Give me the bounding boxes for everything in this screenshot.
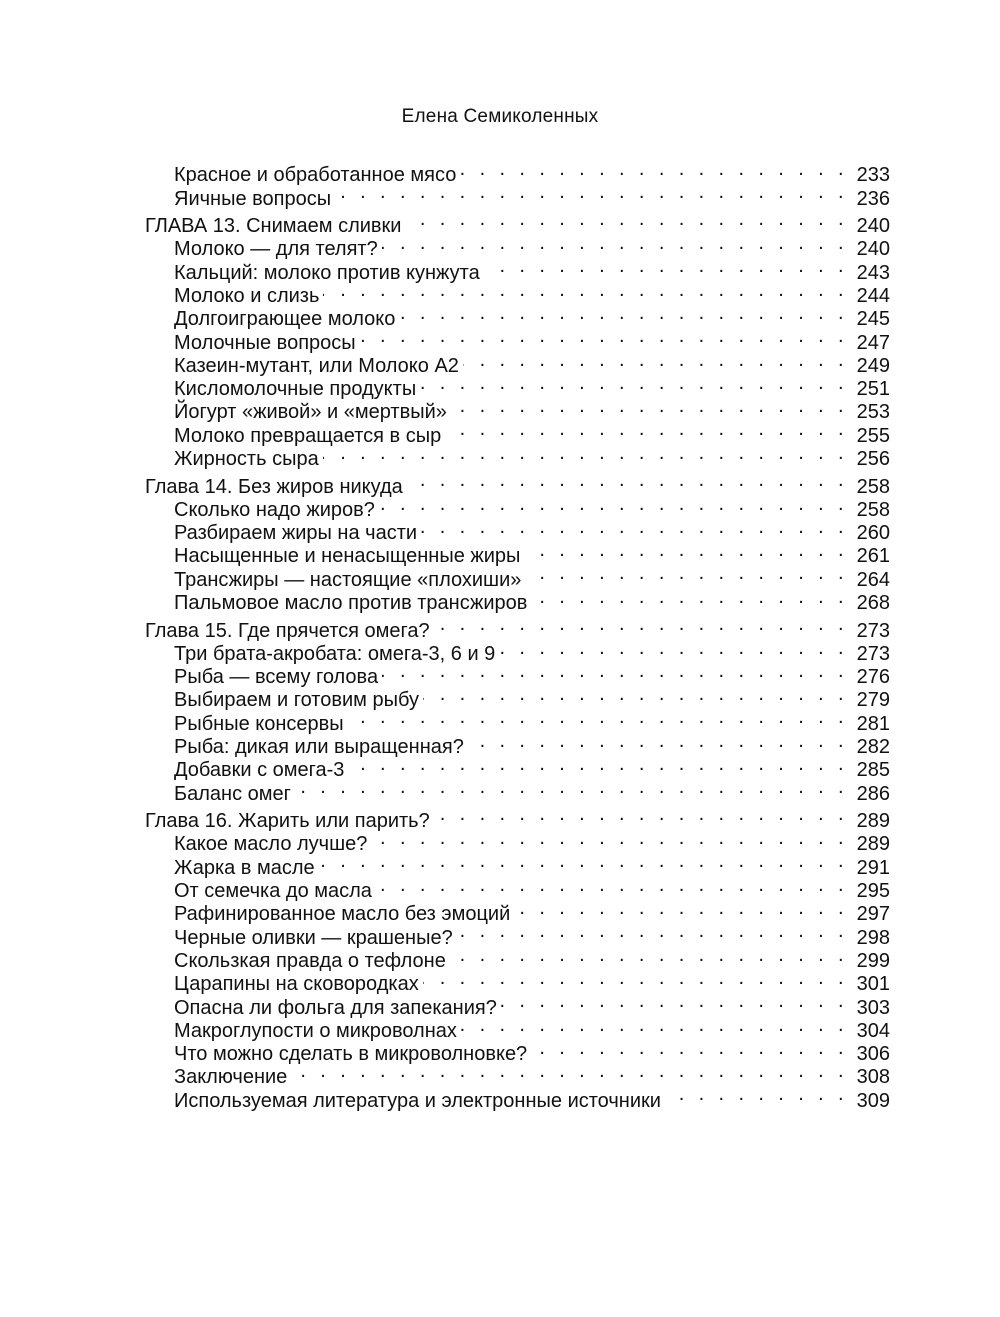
toc-entry-title: Глава 14. Без жиров никуда [145, 475, 403, 498]
toc-dot-leader [450, 944, 848, 967]
toc-entry-title: Трансжиры — настоящие «плохиши» [174, 568, 522, 591]
toc-entry-title: Насыщенные и ненасыщенные жиры [174, 545, 521, 568]
toc-entry-title: Рыба — всему голова [174, 666, 379, 689]
toc-dot-leader [335, 181, 848, 204]
toc-entry-page-number: 249 [856, 354, 890, 377]
toc-entry-page-number: 282 [856, 736, 890, 759]
toc-dot-leader [323, 279, 848, 302]
toc-dot-leader [531, 586, 848, 609]
toc-entry-page-number: 255 [856, 424, 890, 447]
toc-dot-leader [499, 637, 848, 660]
toc-entry-title: Кальций: молоко против кунжута [174, 261, 480, 284]
toc-dot-leader [461, 1014, 848, 1037]
toc-entry-page-number: 251 [856, 378, 890, 401]
toc-entry-title: Молоко и слизь [174, 284, 320, 307]
toc-dot-leader [531, 1037, 848, 1060]
toc-dot-leader [291, 1060, 848, 1083]
toc-entry-page-number: 276 [856, 666, 890, 689]
toc-entry-page-number: 298 [856, 926, 890, 949]
toc-dot-leader [484, 255, 848, 278]
toc-entry-title: Макроглупости о микроволнах [174, 1019, 457, 1042]
toc-entry-title: Какое масло лучше? [174, 833, 368, 856]
toc-entry-title: Баланс омег [174, 782, 291, 805]
toc-dot-leader [501, 990, 848, 1013]
toc-entry-title: От семечка до масла [174, 880, 372, 903]
toc-entry-title: Кисломолочные продукты [174, 378, 417, 401]
toc-dot-leader [371, 827, 848, 850]
toc-entry-title: Глава 15. Где прячется омега? [145, 619, 430, 642]
toc-dot-leader [420, 372, 848, 395]
toc-dot-leader [295, 776, 848, 799]
toc-entry-page-number: 256 [856, 448, 890, 471]
toc-entry-title: Что можно сделать в микроволновке? [174, 1043, 528, 1066]
toc-dot-leader [463, 349, 848, 372]
toc-entry-title: Жарка в масле [174, 856, 315, 879]
toc-dot-leader [457, 920, 848, 943]
toc-dot-leader [348, 753, 848, 776]
toc-dot-leader [382, 660, 848, 683]
toc-dot-leader [524, 539, 848, 562]
toc-entry-title: Опасна ли фольга для запекания? [174, 996, 497, 1019]
toc-entry-title: Скользкая правда о тефлоне [174, 949, 446, 972]
toc-entry-title: Казеин-мутант, или Молоко А2 [174, 354, 459, 377]
toc-entry-title: Йогурт «живой» и «мертвый» [174, 401, 447, 424]
toc-dot-leader [434, 611, 848, 637]
toc-entry-page-number: 304 [856, 1019, 890, 1042]
toc-entry-page-number: 264 [856, 568, 890, 591]
toc-dot-leader [379, 493, 848, 516]
toc-entry-page-number: 247 [856, 331, 890, 354]
toc-entry-page-number: 260 [856, 522, 890, 545]
toc-entry-page-number: 258 [856, 498, 890, 521]
running-header-author: Елена Семиколенных [401, 106, 599, 127]
toc-entry-page-number: 306 [856, 1043, 890, 1066]
toc-dot-leader [460, 158, 848, 181]
toc-entry-page-number: 291 [856, 856, 890, 879]
toc-dot-leader [434, 801, 848, 827]
toc-dot-leader [423, 683, 848, 706]
toc-entry-title: Добавки с омега-3 [174, 759, 345, 782]
toc-entry-page-number: 243 [856, 261, 890, 284]
toc-entry-page-number: 261 [856, 545, 890, 568]
toc-dot-leader [525, 562, 848, 585]
toc-entry-page-number: 233 [856, 164, 890, 187]
toc-entry-title: Рыба: дикая или выращенная? [174, 736, 464, 759]
toc-entry-page-number: 268 [856, 592, 890, 615]
toc-dot-leader [468, 730, 848, 753]
toc-entry-title: Разбираем жиры на части [174, 522, 418, 545]
toc-entry-page-number: 240 [856, 215, 890, 238]
toc-dot-leader [319, 850, 848, 873]
toc-entry-page-number: 245 [856, 308, 890, 331]
toc-dot-leader [423, 967, 848, 990]
toc-entry-title: Используемая литература и электронные источники [174, 1089, 661, 1112]
toc-entry-page-number: 240 [856, 238, 890, 261]
toc-entry-page-number: 236 [856, 187, 890, 210]
toc-entry-page-number: 273 [856, 619, 890, 642]
toc-entry-title: Жирность сыра [174, 448, 319, 471]
toc-dot-leader [407, 467, 848, 493]
toc-entry-page-number: 289 [856, 833, 890, 856]
toc-entry-page-number: 295 [856, 880, 890, 903]
toc-section-entry[interactable] [145, 158, 890, 187]
toc-entry-page-number: 244 [856, 284, 890, 307]
toc-entry-title: Черные оливки — крашеные? [174, 926, 453, 949]
toc-entry-page-number: 297 [856, 903, 890, 926]
toc-dot-leader [405, 206, 848, 232]
toc-entry-title: Яичные вопросы [174, 187, 332, 210]
toc-entry-page-number: 289 [856, 810, 890, 833]
toc-entry-title: Глава 16. Жарить или парить? [145, 810, 430, 833]
toc-entry-title: Долгоиграющее молоко [174, 308, 396, 331]
toc-dot-leader [514, 897, 848, 920]
toc-entry-title: Выбираем и готовим рыбу [174, 689, 419, 712]
toc-entry-page-number: 309 [856, 1089, 890, 1112]
toc-dot-leader [348, 706, 848, 729]
toc-entry-page-number: 279 [856, 689, 890, 712]
toc-entry-page-number: 253 [856, 401, 890, 424]
toc-dot-leader [665, 1083, 848, 1106]
toc-entry-title: Сколько надо жиров? [174, 498, 375, 521]
toc-dot-leader [399, 302, 848, 325]
toc-dot-leader [382, 232, 848, 255]
toc-entry-page-number: 273 [856, 642, 890, 665]
toc-dot-leader [360, 325, 848, 348]
toc-entry-title: Три брата-акробата: омега-3, 6 и 9 [174, 642, 496, 665]
toc-entry-title: Молоко превращается в сыр [174, 424, 442, 447]
toc-dot-leader [421, 516, 848, 539]
toc-dot-leader [451, 395, 848, 418]
toc-entry-page-number: 299 [856, 949, 890, 972]
toc-entry-page-number: 285 [856, 759, 890, 782]
toc-dot-leader [323, 442, 848, 465]
toc-entry-title: ГЛАВА 13. Снимаем сливки [145, 215, 402, 238]
toc-entry-title: Рафинированное масло без эмоций [174, 903, 511, 926]
toc-entry-title: Пальмовое масло против трансжиров [174, 592, 528, 615]
toc-entry-title: Молочные вопросы [174, 331, 356, 354]
toc-dot-leader [376, 874, 848, 897]
toc-dot-leader [445, 418, 848, 441]
toc-entry-page-number: 308 [856, 1066, 890, 1089]
toc-entry-page-number: 303 [856, 996, 890, 1019]
toc-entry-title: Красное и обработанное мясо [174, 164, 457, 187]
toc-entry-page-number: 258 [856, 475, 890, 498]
toc-entry-page-number: 286 [856, 782, 890, 805]
toc-entry-page-number: 301 [856, 973, 890, 996]
toc-entry-title: Царапины на сковородках [174, 973, 419, 996]
toc-entry-title: Рыбные консервы [174, 712, 344, 735]
toc-entry-title: Заключение [174, 1066, 288, 1089]
toc-entry-title: Молоко — для телят? [174, 238, 378, 261]
table-of-contents [145, 158, 890, 1112]
toc-entry-page-number: 281 [856, 712, 890, 735]
